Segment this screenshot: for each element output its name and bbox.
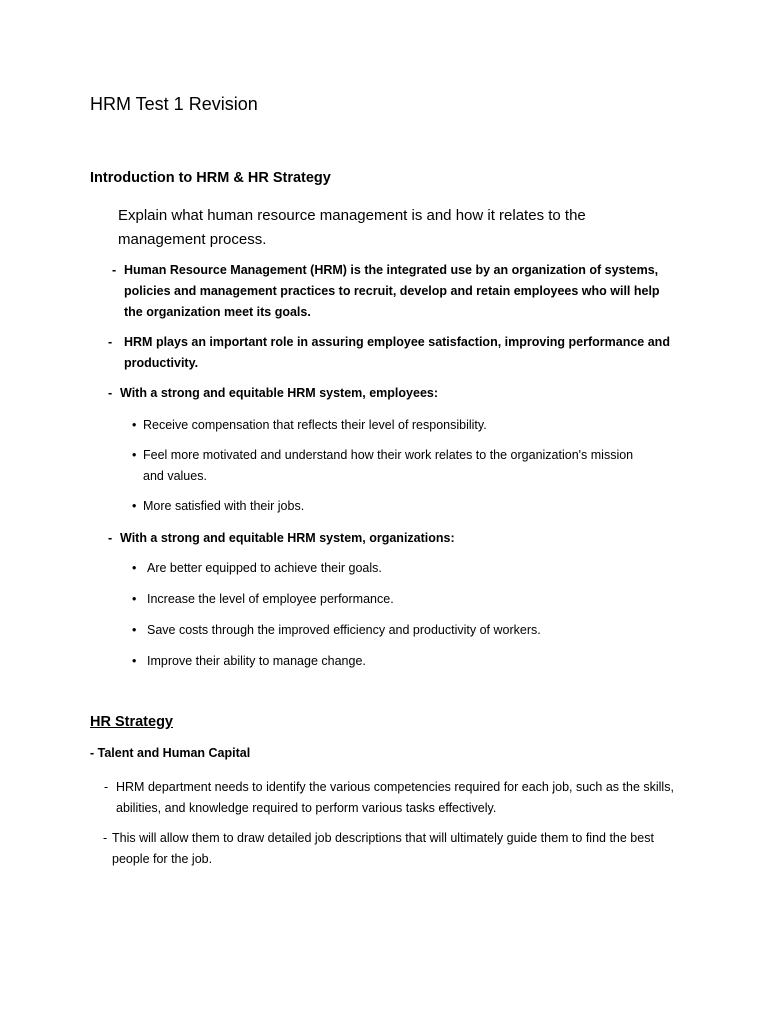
dash-item-text: With a strong and equitable HRM system, organizations:	[120, 531, 455, 545]
dash-marker: -	[104, 780, 109, 794]
bullet-marker: •	[132, 654, 137, 668]
talent-subheading: - Talent and Human Capital	[90, 746, 251, 760]
bullet-text: Increase the level of employee performance.	[147, 592, 394, 606]
organization-bullet	[132, 620, 652, 642]
employee-bullet	[132, 415, 652, 437]
bullet-text: Feel more motivated and understand how their work relates to the organization's mission and values.	[143, 448, 634, 483]
bullet-text: More satisfied with their jobs.	[143, 499, 305, 513]
question-text: Explain what human resource management is and how it relates to the management process.	[118, 207, 586, 248]
bullet-marker: •	[132, 623, 137, 637]
bullet-text: Receive compensation that reflects their level of responsibility.	[143, 418, 487, 432]
talent-item-text: HRM department needs to identify the various competencies required for each job, such as the skills, abilities, and knowledge required to perform various tasks effectively.	[116, 780, 674, 815]
bullet-marker: •	[132, 499, 137, 513]
organization-bullet	[132, 558, 652, 580]
dash-marker: -	[112, 263, 117, 277]
bullet-marker: •	[132, 561, 137, 575]
bullet-text: Improve their ability to manage change.	[147, 654, 366, 668]
dash-marker: -	[108, 531, 113, 545]
dash-item-text: HRM plays an important role in assuring employee satisfaction, improving performance and productivity.	[124, 335, 670, 370]
organization-bullet	[132, 589, 652, 611]
dash-item-organizations-head	[108, 528, 678, 550]
bullet-marker: •	[132, 592, 137, 606]
talent-item	[104, 777, 684, 821]
dash-marker: -	[108, 335, 113, 349]
talent-item-text: This will allow them to draw detailed job descriptions that will ultimately guide them to find the best people for the job.	[112, 831, 654, 866]
bullet-text: Are better equipped to achieve their goals.	[147, 561, 382, 575]
dash-item-text: With a strong and equitable HRM system, employees:	[120, 386, 439, 400]
bullet-marker: •	[132, 418, 137, 432]
document-title: HRM Test 1 Revision	[90, 94, 258, 114]
talent-item	[103, 828, 683, 872]
dash-marker: -	[103, 831, 108, 845]
dash-item-text: Human Resource Management (HRM) is the integrated use by an organization of systems, policies and management practices to recruit, develop and retain employees who will help the organization meet its goals.	[124, 263, 660, 319]
organization-bullet	[132, 651, 652, 673]
dash-item-hrm-role	[108, 332, 678, 376]
hr-strategy-heading: HR Strategy	[90, 714, 173, 730]
bullet-text: Save costs through the improved efficiency and productivity of workers.	[147, 623, 541, 637]
dash-marker: -	[108, 386, 113, 400]
employee-bullet	[132, 496, 652, 518]
bullet-marker: •	[132, 448, 137, 462]
dash-item-employees-head	[108, 383, 678, 405]
section-title: Introduction to HRM & HR Strategy	[90, 170, 331, 186]
employee-bullet	[132, 445, 652, 489]
dash-item-hrm-definition	[112, 260, 672, 324]
